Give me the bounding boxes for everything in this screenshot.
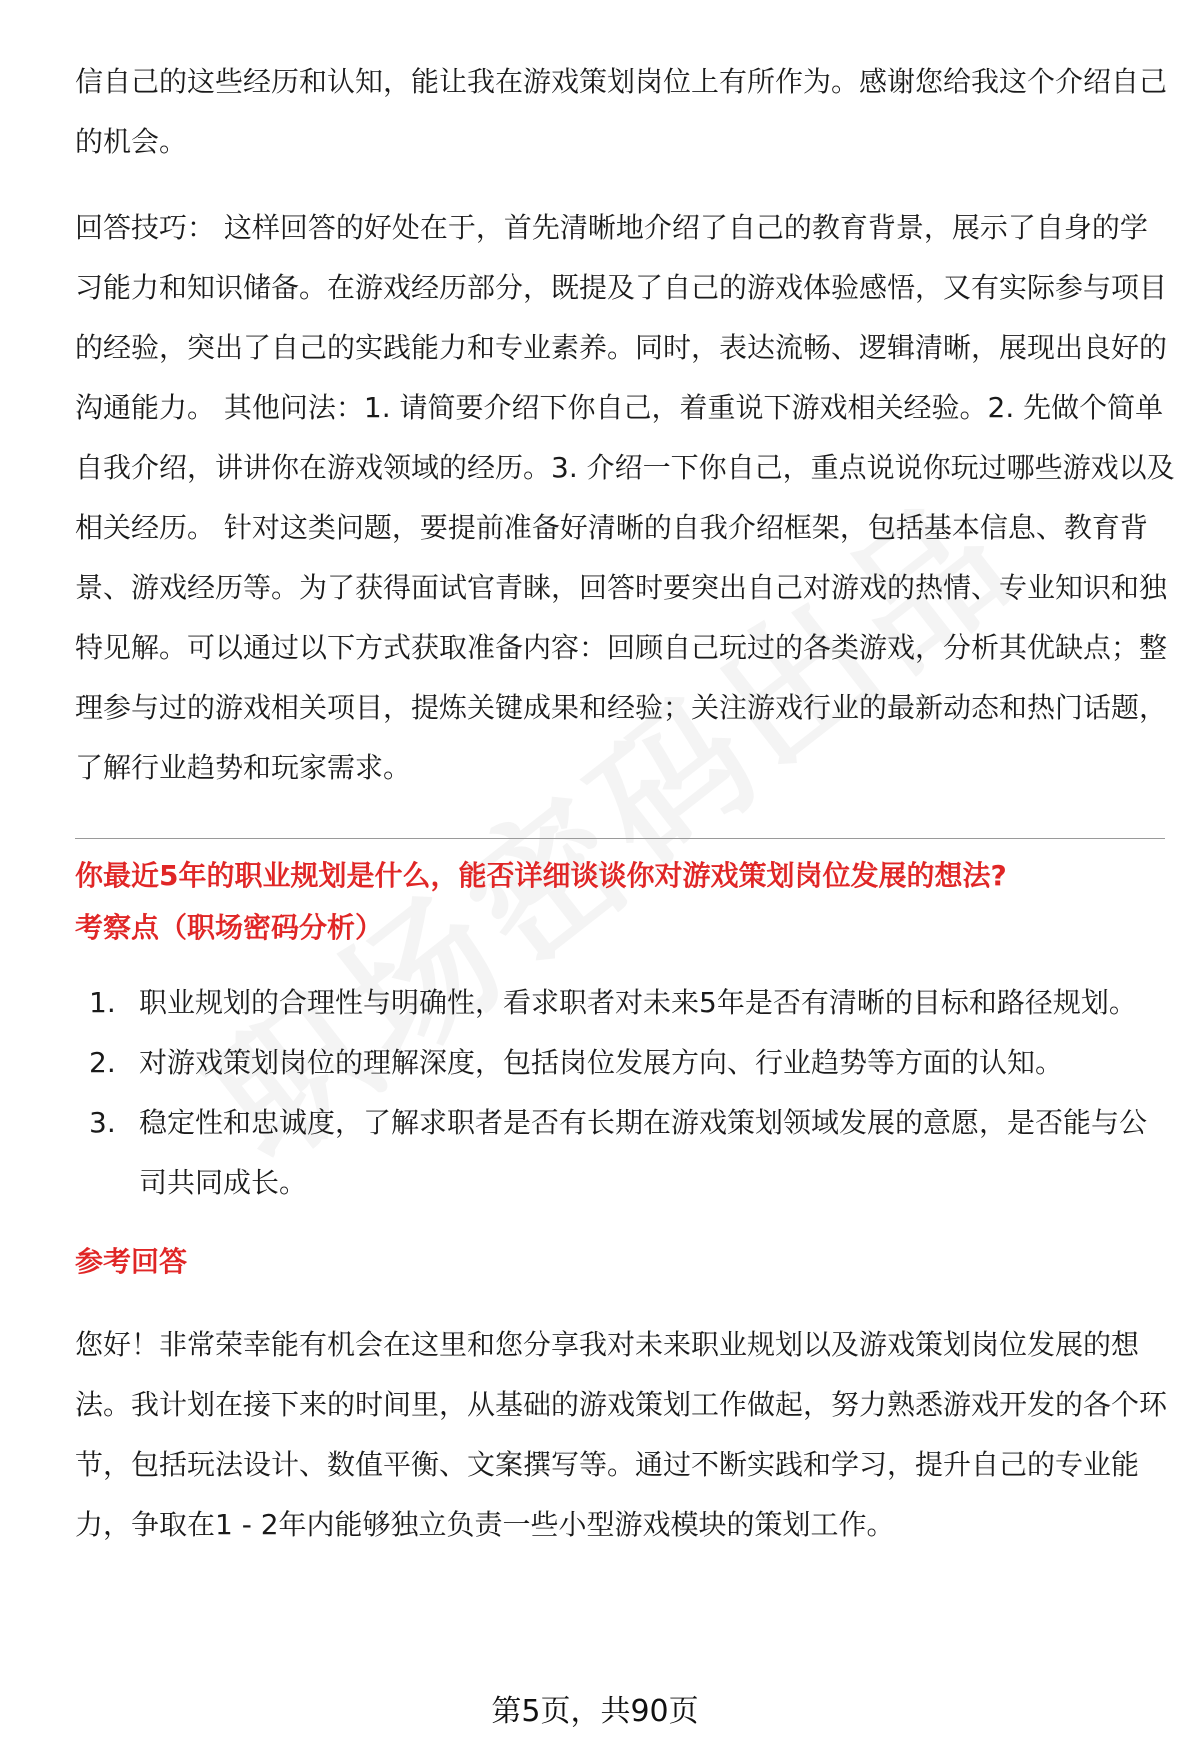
list-item-text: 稳定性和忠诚度，了解求职者是否有长期在游戏策划领域发展的意愿，是否能与公司共同成长。 <box>139 1106 1148 1199</box>
reference-answer-paragraph: 您好！非常荣幸能有机会在这里和您分享我对未来职业规划以及游戏策划岗位发展的想法。我计划在接下来的时间里，从基础的游戏策划工作做起，努力熟悉游戏开发的各个环节，包括玩法设计、数值平衡、文案撰写等。通过不断实践和学习，提升自己的专业能力，争取在1 - 2年内能够独立负责一些小型游戏模块的策划工作。 <box>75 1328 1168 1541</box>
exam-points-list <box>75 973 1175 1213</box>
exam-points-heading: 考察点（职场密码分析） <box>75 911 384 944</box>
list-item-number: 2. <box>89 1046 116 1079</box>
list-item <box>75 1033 1175 1093</box>
page-number-footer: 第5页，共90页 <box>491 1694 699 1729</box>
list-item-number: 1. <box>89 986 116 1019</box>
page-content <box>75 52 1175 1555</box>
list-item-text: 职业规划的合理性与明确性，看求职者对未来5年是否有清晰的目标和路径规划。 <box>139 986 1137 1019</box>
answer-tips-paragraph: 回答技巧： 这样回答的好处在于，首先清晰地介绍了自己的教育背景，展示了自身的学习能力和知识储备。在游戏经历部分，既提及了自己的游戏体验感悟，又有实际参与项目的经验，突出了自己的实践能力和专业素养。同时，表达流畅、逻辑清晰，展现出良好的沟通能力。 其他问法：1. 请简要介绍下你自己，着重说下游戏相关经验。2. 先做个简单自我介绍，讲讲你在游戏领域的经历。3. 介绍一下你自己，重点说说你玩过哪些游戏以及相关经历。 针对这类问题，要提前准备好清晰的自我介绍框架，包括基本信息、教育背景、游戏经历等。为了获得面试官青睐，回答时要突出自己对游戏的热情、专业知识和独特见解。可以通过以下方式获取准备内容：回顾自己玩过的各类游戏，分析其优缺点；整理参与过的游戏相关项目，提炼关键成果和经验；关注游戏行业的最新动态和热门话题，了解行业趋势和玩家需求。 <box>75 211 1175 784</box>
reference-answer-heading: 参考回答 <box>75 1245 188 1278</box>
list-item <box>75 973 1175 1033</box>
list-item <box>75 1093 1175 1213</box>
section-divider <box>75 838 1165 839</box>
intro-closing-paragraph: 信自己的这些经历和认知，能让我在游戏策划岗位上有所作为。感谢您给我这个介绍自己的机会。 <box>75 65 1168 158</box>
list-item-text: 对游戏策划岗位的理解深度，包括岗位发展方向、行业趋势等方面的认知。 <box>139 1046 1064 1079</box>
list-item-number: 3. <box>89 1106 116 1139</box>
question-title: 你最近5年的职业规划是什么，能否详细谈谈你对游戏策划岗位发展的想法? <box>75 859 1007 892</box>
